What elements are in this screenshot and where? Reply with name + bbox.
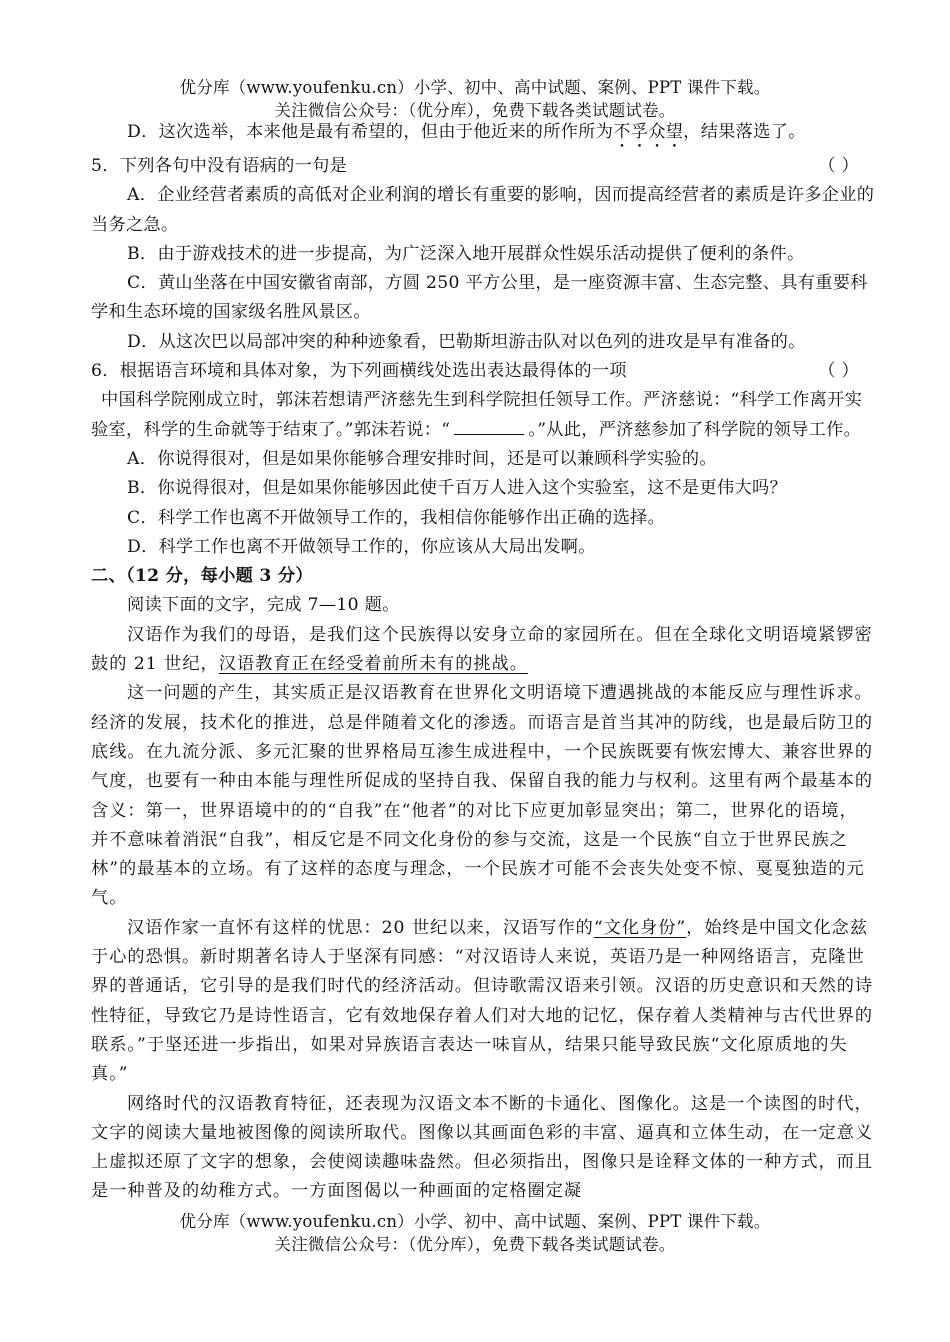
header-line-2: 关注微信公众号：（优分库），免费下载各类试题试卷。: [274, 101, 676, 120]
q6-stem: 6．根据语言环境和具体对象，为下列画横线处选出表达最得体的一项 （ ）: [91, 357, 875, 386]
underlined-phrase: “文化身份”: [593, 917, 687, 938]
footer-line-1: 优分库（www.youfenku.cn）小学、初中、高中试题、案例、PPT 课件下载。: [179, 1212, 771, 1231]
q6-option-c: C．科学工作也离不开做领导工作的，我相信你能够作出正确的选择。: [127, 507, 666, 528]
article-paragraph-2: 这一问题的产生，其实质正是汉语教育在世界化文明语境下遭遇挑战的本能反应与理性诉求。经济的发展，技术化的推进，总是伴随着文化的渗透。而语言是首当其冲的防线，也是最后防卫的底线。在九流分派、多元汇聚的世界格局互渗生成进程中，一个民族既要有恢宏博大、兼容世界的气度，也要有一种由本能与理性所促成的坚持自我、保留自我的能力与权利。这里有两个最基本的含义：第一，世界语境中的的“自我”在“他者”的对比下应更加彰显突出；第二，世界化的语境，并不意味着消泯“自我”，相反它是不同文化身份的参与交流，这是一个民族“自立于世界民族之林”的最基本的立场。有了这样的态度与理念，一个民族才可能不会丧失处变不惊、戛戛独造的元气。: [91, 683, 874, 909]
q5-option-a: A．企业经营者素质的高低对企业利润的增长有重要的影响，因而提高经营者的素质是许多企业的当务之急。: [91, 185, 875, 235]
q6-context: 中国科学院刚成立时，郭沫若想请严济慈先生到科学院担任领导工作。严济慈说：“科学工作离开实验室，科学的生命就等于结束了。”郭沫若说：“ 。”从此，严济慈参加了科学院的领导工作。: [91, 390, 863, 440]
answer-paren: （ ）: [818, 361, 859, 382]
page-footer: [0, 1210, 950, 1256]
dotted-phrase: 不孚众望: [613, 122, 684, 142]
article-paragraph-3: 汉语作家一直怀有这样的忧思：20 世纪以来，汉语写作的“文化身份”，始终是中国文化念兹于心的恐惧。新时期著名诗人于坚深有同感：“对汉语诗人来说，英语乃是一种网络语言，克隆世界的普通话，它引导的是我们时代的经济活动。但诗歌需汉语来引领。汉语的历史意识和天然的诗性特征，导致它乃是诗性语言，它有效地保存着人们对大地的记忆，保存着人类精神与古代世界的联系。”于坚还进一步指出，如果对异族语言表达一味盲从，结果只能导致民族“文化原质地的失真。”: [91, 917, 874, 1085]
q5-stem: 5．下列各句中没有语病的一句是 （ ）: [91, 152, 875, 181]
section-2-title: 二、（12 分，每小题 3 分）: [91, 566, 313, 587]
section-2-instruction: 阅读下面的文字，完成 7—10 题。: [127, 595, 400, 616]
answer-blank: [454, 417, 524, 435]
q5-option-c: C．黄山坐落在中国安徽省南部，方圆 250 平方公里，是一座资源丰富、生态完整、具有重要科学和生态环境的国家级名胜风景区。: [91, 273, 868, 323]
q5-option-d: D．从这次巴以局部冲突的种种迹象看，巴勒斯坦游击队对以色列的进攻是早有准备的。: [127, 331, 806, 352]
q4-option-d: D．这次选举，本来他是最有希望的，但由于他近来的所作所为不孚众望，结果落选了。: [127, 122, 806, 142]
q5-option-b: B．由于游戏技术的进一步提高，为广泛深入地开展群众性娱乐活动提供了便利的条件。: [127, 243, 805, 264]
page-header: [0, 76, 950, 122]
article-paragraph-1: 汉语作为我们的母语，是我们这个民族得以安身立命的家园所在。但在全球化文明语境紧锣密鼓的 21 世纪，汉语教育正在经受着前所未有的挑战。: [91, 624, 873, 675]
underlined-sentence: 汉语教育正在经受着前所未有的挑战。: [218, 654, 528, 675]
exam-body: [91, 118, 875, 1207]
answer-paren: （ ）: [818, 156, 859, 176]
article-paragraph-4: 网络时代的汉语教育特征，还表现为汉语文本不断的卡通化、图像化。这是一个读图的时代，文字的阅读大量地被图像的阅读所取代。图像以其画面色彩的丰富、逼真和立体生动，在一定意义上虚拟还原了文字的想象，会使阅读趣味盎然。但必须指出，图像只是诠释文体的一种方式，而且是一种普及的幼稚方式。一方面图偈以一种画面的定格圈定凝: [91, 1093, 874, 1202]
q6-option-b: B．你说得很对，但是如果你能够因此使千百万人进入这个实验室，这不是更伟大吗？: [127, 478, 787, 499]
q6-option-d: D．科学工作也离不开做领导工作的，你应该从大局出发啊。: [127, 536, 596, 557]
header-line-1: 优分库（www.youfenku.cn）小学、初中、高中试题、案例、PPT 课件下载。: [179, 78, 771, 97]
q6-option-a: A．你说得很对，但是如果你能够合理安排时间，还是可以兼顾科学实验的。: [127, 448, 717, 469]
footer-line-2: 关注微信公众号：（优分库），免费下载各类试题试卷。: [274, 1235, 676, 1254]
